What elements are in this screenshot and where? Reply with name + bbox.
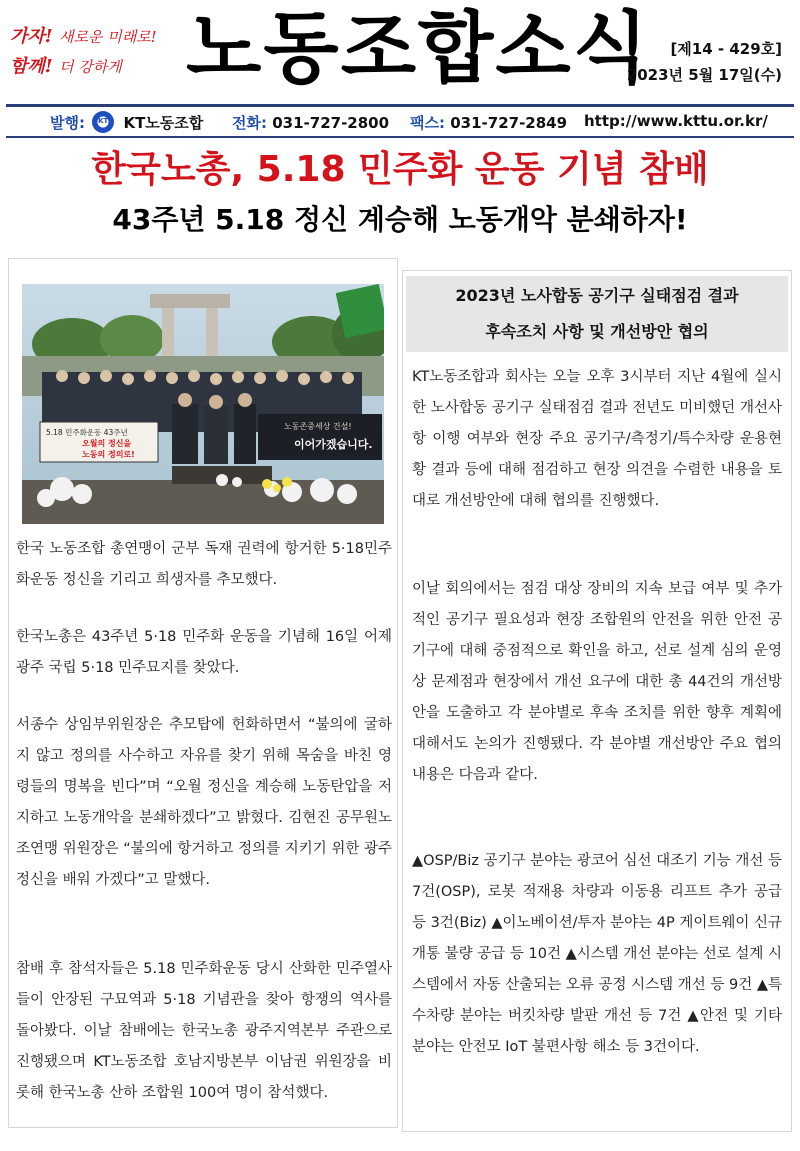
- fax-number: 031-727-2849: [450, 114, 568, 132]
- phone-label: 전화:: [232, 114, 267, 132]
- left-paragraph-3: 참배 후 참석자들은 5.18 민주화운동 당시 산화한 민주열사들이 안장된 구묘역과 5·18 기념관을 찾아 항쟁의 역사를 돌아봤다. 이날 참배에는 한국노총 광주지역본부 주관으로 진행됐으며 KT노동조합 호남지방본부 이남권 위원장을 비롯해 한국노총 산하 조합원 100여 명이 참석했다.: [16, 961, 392, 1101]
- sidebar-title-line2: 후속조치 사항 및 개선방안 협의: [485, 322, 709, 341]
- sidebar-article-title: [406, 276, 788, 352]
- phone-number: 031-727-2800: [272, 114, 390, 132]
- masthead-rule-bottom: [6, 136, 794, 138]
- banner-left-title: 5.18 민주화운동 43주년: [46, 428, 128, 437]
- banner-right-main: 이어가겠습니다.: [294, 438, 373, 451]
- issue-number: [제14 - 429호]: [670, 40, 782, 58]
- photo-caption: 한국 노동조합 총연맹이 군부 독재 권력에 항거한 5·18민주화운동 정신을 기리고 희생자를 추모했다.: [16, 541, 392, 588]
- issue-info: [627, 36, 782, 88]
- left-paragraph-1: 한국노총은 43주년 5·18 민주화 운동을 기념해 16일 어제 광주 국립 5·18 민주묘지를 찾았다.: [16, 629, 392, 676]
- right-paragraph-3: ▲OSP/Biz 공기구 분야는 광코어 심선 대조기 기능 개선 등 7건(OSP), 로봇 적재용 차량과 이동용 리프트 추가 공급 등 3건(Biz) ▲이노베이션/투자 분야는 4P 게이트웨이 신규 개통 불량 공급 등 10건 ▲시스템 개선 분야는 선로 설계 시스템에서 자동 산출되는 오류 공정 시스템 개선 등 9건 ▲특수차량 분야는 버킷차량 발판 개선 등 7건 ▲안전 및 기타 분야는 안전모 IoT 불편사항 해소 등 3건이다.: [412, 853, 783, 1055]
- info-bar: [0, 110, 800, 134]
- right-paragraph-1: KT노동조합과 회사는 오늘 오후 3시부터 지난 4월에 실시한 노사합동 공기구 실태점검 결과 전년도 미비했던 개선사항 이행 여부와 현장 주요 공기구/측정기/특수차량 운용현황 결과 등에 대해 점검하고 현장 의견을 수렴한 내용을 토대로 개선방안에 대해 협의를 진행했다.: [412, 369, 782, 509]
- masthead: [0, 0, 800, 100]
- banner-left-line2: 노동의 정의로!: [82, 450, 135, 459]
- sub-headline: 43주년 5.18 정신 계승해 노동개악 분쇄하자!: [112, 203, 688, 236]
- website-link[interactable]: http://www.kttu.or.kr/: [584, 112, 768, 130]
- banner-right-top: 노동존중세상 건설!: [284, 422, 352, 431]
- issue-date: 2023년 5월 17일(수): [626, 66, 782, 84]
- slogan-line2-a: 함께!: [10, 56, 53, 77]
- right-paragraph-2: 이날 회의에서는 점검 대상 장비의 지속 보급 여부 및 추가적인 공기구 필요성과 현장 조합원의 안전을 위한 안전 공기구에 대해 중점적으로 확인을 하고, 선로 설계 심의 운영상 문제점과 현장에서 개선 요구에 대한 총 44건의 개선방안을 도출하고 각 분야별로 후속 조치를 위한 향후 계획에 대해서도 논의가 진행됐다. 각 분야별 개선방안 주요 협의내용은 다음과 같다.: [412, 581, 782, 783]
- publisher-name: KT노동조합: [123, 114, 204, 132]
- slogan: [10, 22, 180, 82]
- publisher-label: 발행:: [50, 114, 85, 132]
- newsletter-title: 노동조합소식: [186, 4, 651, 94]
- masthead-rule-top: [6, 104, 794, 107]
- memorial-photo: [22, 284, 384, 524]
- banner-left-line1: 오월의 정신을: [82, 439, 132, 448]
- left-paragraph-2: 서종수 상임부위원장은 추모탑에 헌화하면서 “불의에 굴하지 않고 정의를 사수하고 자유를 찾기 위해 목숨을 바친 영령들의 명복을 빈다”며 “오월 정신을 계승해 노동탄압을 저지하고 노동개악을 분쇄하겠다”고 밝혔다. 김현진 공무원노조연맹 위원장은 “불의에 항거하고 정의를 지키기 위한 광주정신을 배워 가겠다”고 말했다.: [16, 717, 392, 888]
- fax-label: 팩스:: [410, 114, 445, 132]
- sidebar-title-line1: 2023년 노사합동 공기구 실태점검 결과: [455, 286, 739, 305]
- slogan-line1-b: 새로운 미래로!: [58, 28, 157, 46]
- main-headline: 한국노총, 5.18 민주화 운동 기념 참배: [91, 149, 709, 190]
- slogan-line1-a: 가자!: [10, 26, 53, 47]
- slogan-line2-b: 더 강하게: [58, 58, 122, 76]
- kt-logo-icon: [92, 111, 114, 133]
